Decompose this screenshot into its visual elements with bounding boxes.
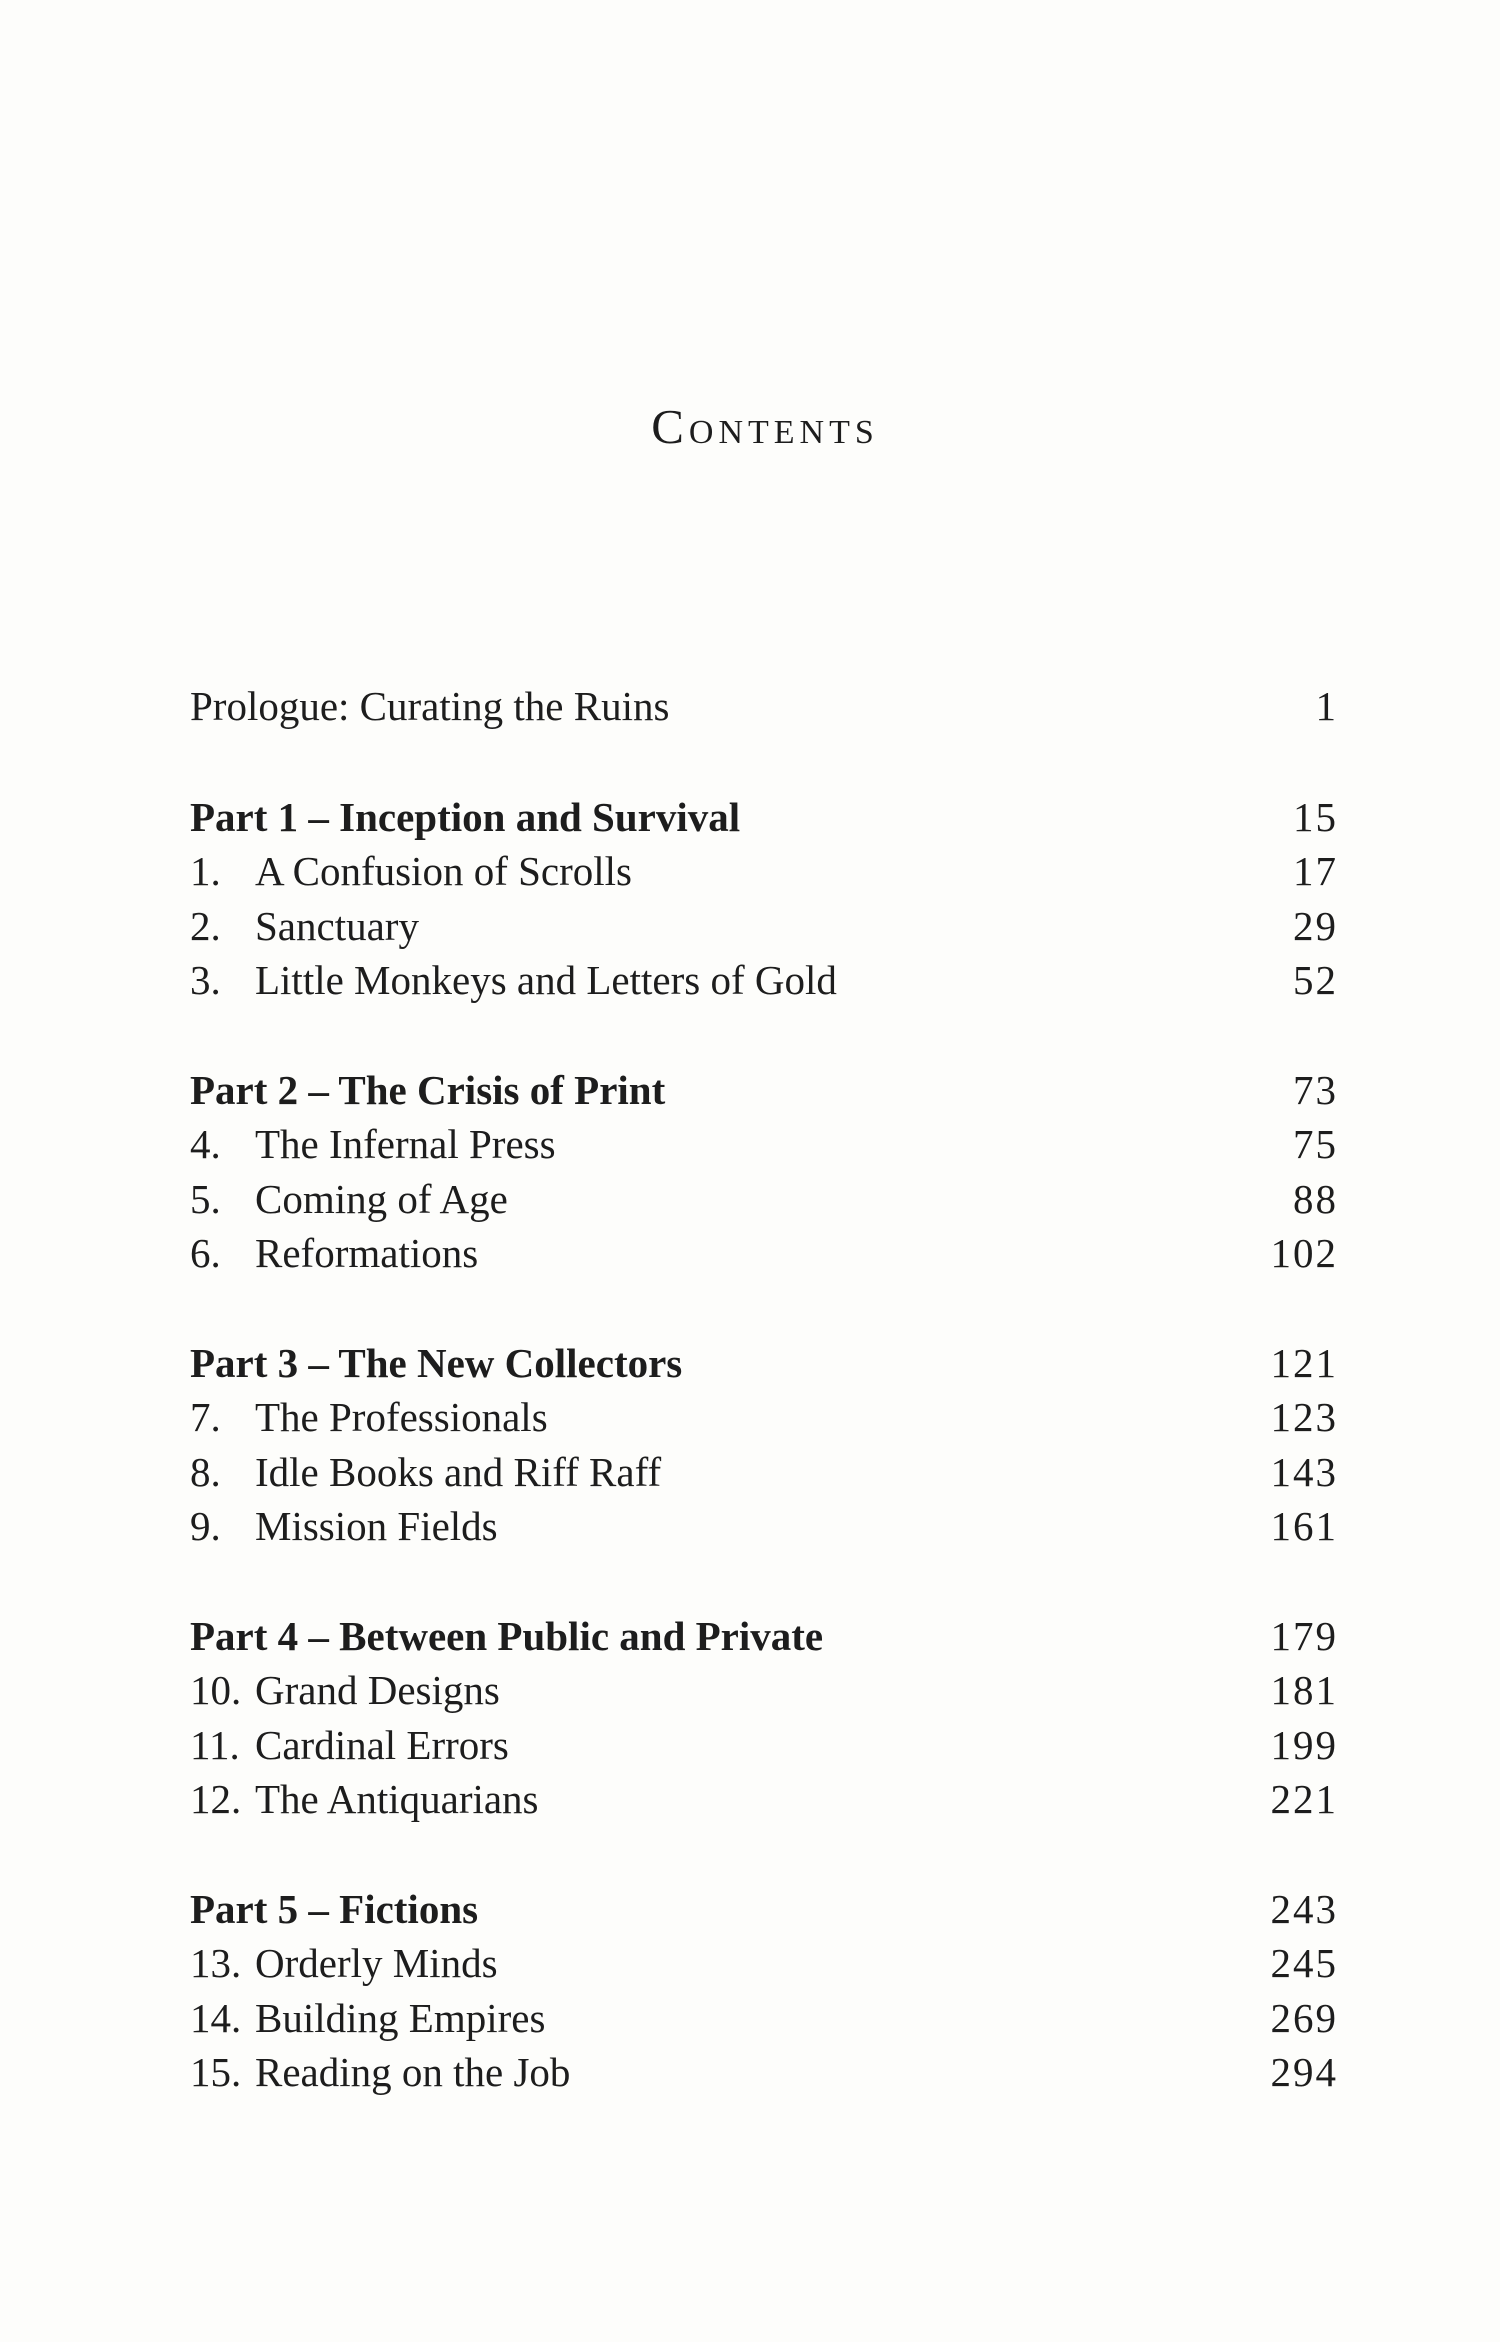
chapter-title: Building Empires (255, 1994, 546, 2041)
page-title: Contents (651, 399, 879, 454)
toc-chapter-8[interactable] (190, 1445, 1338, 1500)
chapter-number: 7. (190, 1394, 221, 1440)
page-number: 17 (1293, 848, 1338, 894)
toc-part-4[interactable] (190, 1609, 1338, 1664)
toc-chapter-10[interactable] (190, 1663, 1338, 1718)
toc-part-1[interactable] (190, 790, 1338, 845)
part-title: Part 1 – Inception and Survival (190, 793, 741, 840)
part-title: Part 5 – Fictions (190, 1885, 479, 1932)
toc-chapter-1[interactable] (190, 844, 1338, 899)
page-number: 161 (1270, 1503, 1338, 1549)
part-title: Part 2 – The Crisis of Print (190, 1066, 666, 1113)
toc-chapter-11[interactable] (190, 1718, 1338, 1773)
chapter-title: A Confusion of Scrolls (255, 848, 632, 894)
chapter-title: Orderly Minds (255, 1940, 498, 1986)
page-number: 243 (1270, 1885, 1338, 1932)
toc-chapter-12[interactable] (190, 1772, 1338, 1827)
chapter-title: Mission Fields (255, 1503, 498, 1549)
page-number: 75 (1293, 1121, 1338, 1167)
toc-chapter-14[interactable] (190, 1991, 1338, 2046)
page-number: 269 (1270, 1994, 1338, 2041)
chapter-number: 2. (190, 902, 221, 949)
chapter-number: 4. (190, 1121, 221, 1167)
chapter-number: 3. (190, 957, 221, 1003)
chapter-title: Grand Designs (255, 1667, 500, 1713)
page-number: 199 (1270, 1721, 1338, 1768)
page-number: 181 (1270, 1667, 1338, 1713)
toc-chapter-3[interactable] (190, 953, 1338, 1008)
page-number: 73 (1293, 1066, 1338, 1113)
chapter-title: Reformations (255, 1230, 479, 1276)
chapter-number: 9. (190, 1503, 221, 1549)
page-number: 245 (1270, 1940, 1338, 1986)
toc-entry-prologue[interactable] (190, 679, 1338, 734)
page-number: 221 (1270, 1776, 1338, 1822)
page-number: 121 (1270, 1339, 1338, 1386)
toc-chapter-7[interactable] (190, 1390, 1338, 1445)
chapter-number: 11. (190, 1721, 240, 1768)
chapter-title: The Infernal Press (255, 1121, 556, 1167)
chapter-title: Idle Books and Riff Raff (255, 1448, 662, 1495)
chapter-number: 14. (190, 1994, 242, 2041)
chapter-title: Cardinal Errors (255, 1721, 509, 1768)
chapter-number: 5. (190, 1175, 221, 1222)
toc-chapter-6[interactable] (190, 1226, 1338, 1281)
part-title: Part 3 – The New Collectors (190, 1339, 683, 1386)
chapter-title: Sanctuary (255, 902, 419, 949)
page-number: 15 (1293, 793, 1338, 840)
table-of-contents (190, 679, 1338, 2100)
page-number: 52 (1293, 957, 1338, 1003)
toc-part-3[interactable] (190, 1336, 1338, 1391)
chapter-title: Coming of Age (255, 1175, 508, 1222)
chapter-number: 15. (190, 2049, 242, 2095)
toc-part-2[interactable] (190, 1063, 1338, 1118)
chapter-title: The Antiquarians (255, 1776, 539, 1822)
toc-chapter-15[interactable] (190, 2045, 1338, 2100)
page-number: 143 (1270, 1448, 1338, 1495)
chapter-number: 10. (190, 1667, 242, 1713)
page-number: 1 (1315, 683, 1338, 729)
chapter-title: Little Monkeys and Letters of Gold (255, 957, 837, 1003)
chapter-number: 13. (190, 1940, 242, 1986)
page-number: 294 (1270, 2049, 1338, 2095)
toc-chapter-13[interactable] (190, 1936, 1338, 1991)
chapter-number: 6. (190, 1230, 221, 1276)
chapter-number: 12. (190, 1776, 242, 1822)
toc-chapter-5[interactable] (190, 1172, 1338, 1227)
chapter-title: Reading on the Job (255, 2049, 571, 2095)
toc-chapter-2[interactable] (190, 899, 1338, 954)
page-number: 29 (1293, 902, 1338, 949)
page-number: 102 (1270, 1230, 1338, 1276)
page-number: 123 (1270, 1394, 1338, 1440)
toc-part-5[interactable] (190, 1882, 1338, 1937)
page-number: 179 (1270, 1612, 1338, 1659)
toc-chapter-4[interactable] (190, 1117, 1338, 1172)
entry-title: Prologue: Curating the Ruins (190, 683, 670, 729)
chapter-number: 1. (190, 848, 221, 894)
chapter-title: The Professionals (255, 1394, 548, 1440)
toc-chapter-9[interactable] (190, 1499, 1338, 1554)
page-number: 88 (1293, 1175, 1338, 1222)
chapter-number: 8. (190, 1448, 221, 1495)
part-title: Part 4 – Between Public and Private (190, 1612, 824, 1659)
